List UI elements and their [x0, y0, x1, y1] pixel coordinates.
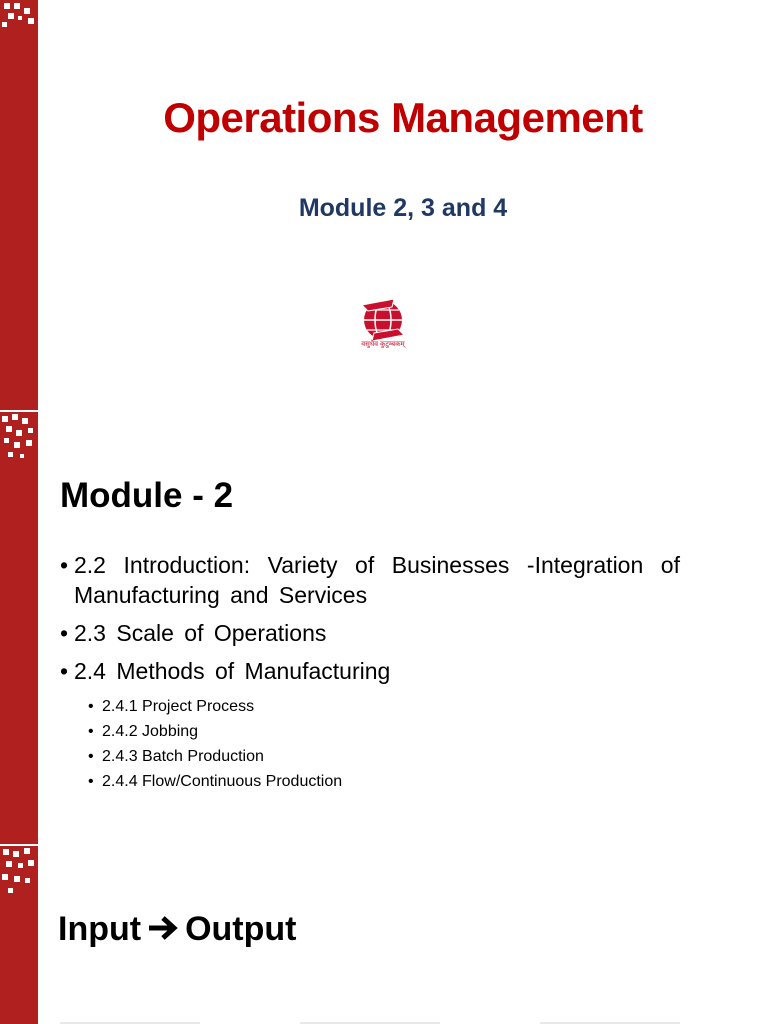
pixel-pattern-icon	[0, 412, 38, 464]
side-bar	[0, 0, 38, 410]
right-arrow-icon	[147, 912, 179, 951]
section-heading: Module - 2	[60, 476, 234, 515]
pixel-pattern-icon	[0, 0, 38, 52]
list-item: • 2.2 Introduction: Variety of Businesses -Integration of Manufacturing and Services	[60, 552, 680, 608]
sub-list-item: • 2.4.2 Jobbing	[88, 723, 199, 740]
logo-motto: वसुधैव कुटुम्बकम्	[361, 341, 405, 348]
heading-input: Input	[58, 910, 142, 948]
section-heading	[58, 910, 296, 951]
heading-output: Output	[185, 910, 297, 948]
slide-module-2	[0, 412, 768, 844]
bullet-list	[60, 550, 680, 794]
side-bar	[0, 412, 38, 844]
page-title: Operations Management	[163, 94, 643, 141]
list-item: • 2.4 Methods of Manufacturing	[60, 658, 391, 684]
page-subtitle: Module 2, 3 and 4	[298, 194, 508, 222]
sub-list-item: • 2.4.3 Batch Production	[88, 748, 264, 765]
slide-title	[0, 0, 768, 410]
pixel-pattern-icon	[0, 846, 38, 898]
slide-input-output	[0, 846, 768, 1024]
list-item: • 2.3 Scale of Operations	[60, 620, 327, 646]
sub-list-item: • 2.4.4 Flow/Continuous Production	[88, 773, 343, 790]
sub-list-item: • 2.4.1 Project Process	[88, 698, 255, 715]
